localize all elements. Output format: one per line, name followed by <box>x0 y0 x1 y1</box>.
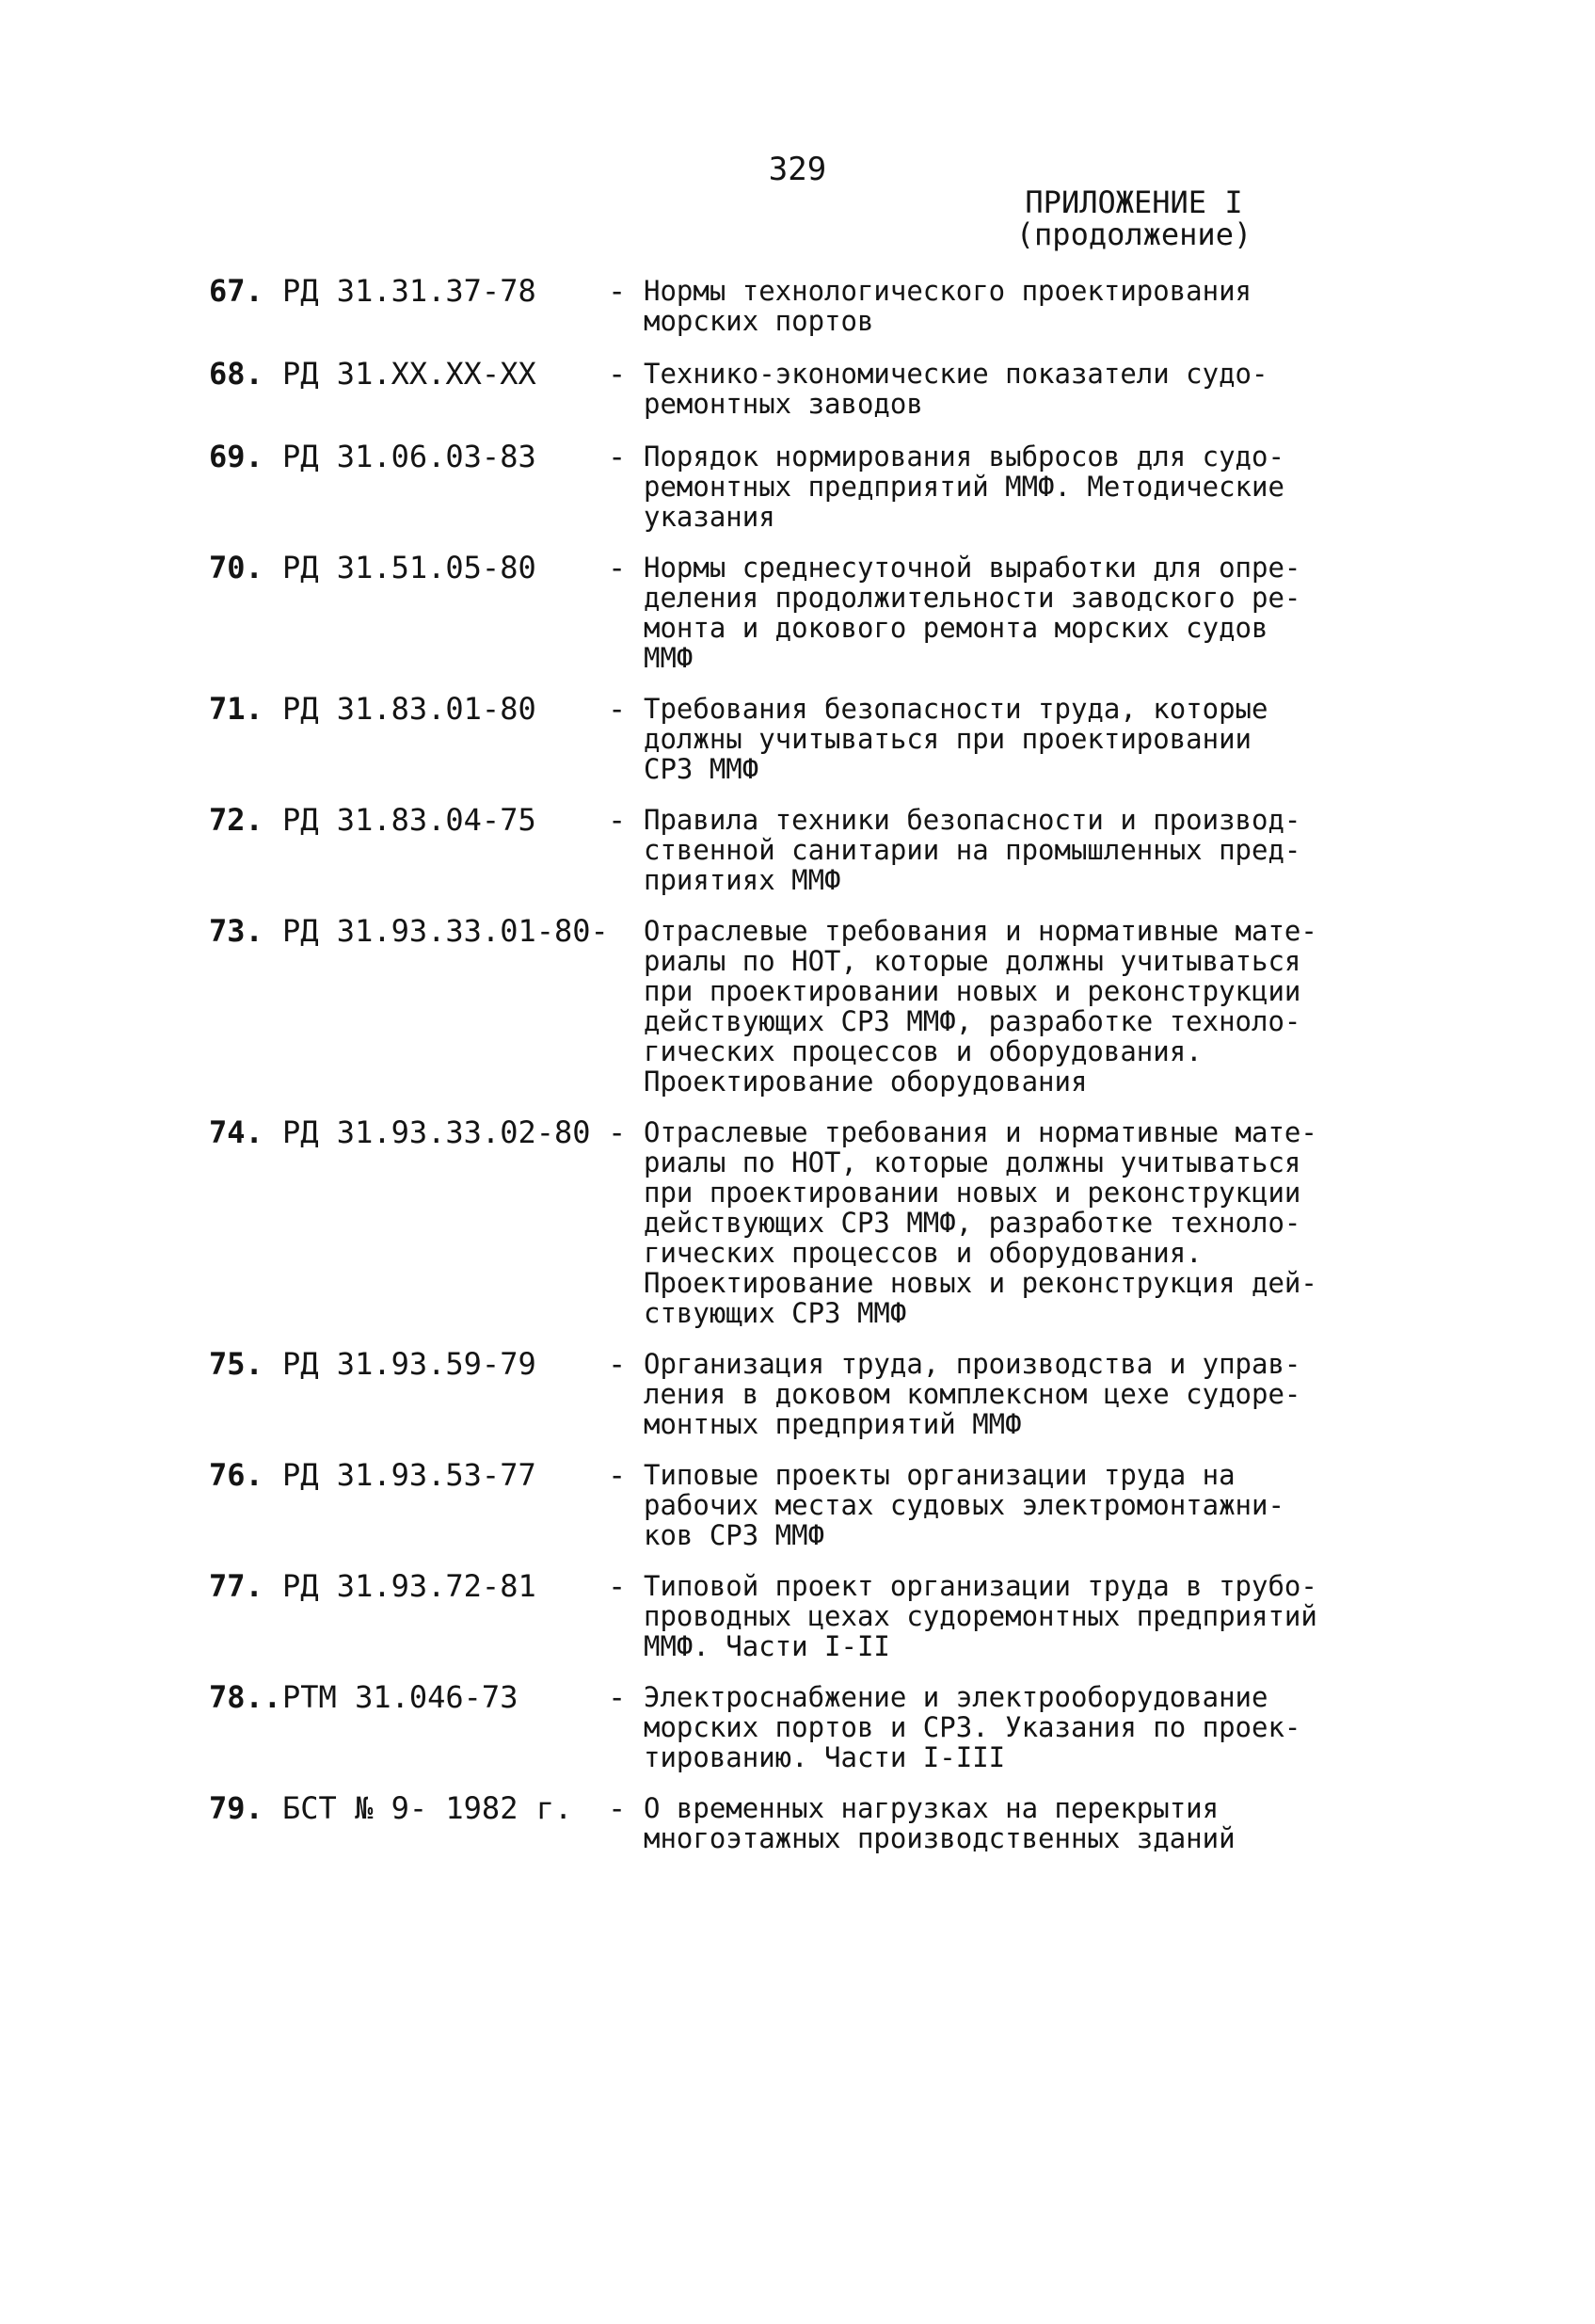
entry-description-line: тированию. Части I-III <box>644 1741 1006 1773</box>
entry-dash: - <box>608 1790 627 1826</box>
list-item <box>209 1346 1432 1440</box>
entry-description-line: ремонтных заводов <box>644 388 923 420</box>
appendix-title: ПРИЛОЖЕНИЕ I <box>1025 184 1243 220</box>
entry-document-code: РД 31.XX.XX-XX <box>282 356 536 392</box>
entry-list <box>209 273 1432 1876</box>
entry-description-line: действующих СРЗ ММФ, разработке техноло- <box>644 1207 1301 1239</box>
entry-dash: - <box>608 273 627 309</box>
entry-dash: - <box>608 802 627 838</box>
entry-description <box>644 1571 1406 1661</box>
entry-document-code: БСТ № 9- 1982 г. <box>282 1790 573 1826</box>
appendix-subtitle: (продолжение) <box>1015 216 1252 252</box>
entry-dash: - <box>608 439 627 474</box>
entry-document-code: РТМ 31.046-73 <box>282 1679 518 1715</box>
entry-number: 73. <box>209 913 263 949</box>
list-item <box>209 1457 1432 1551</box>
list-item <box>209 1114 1432 1329</box>
entry-document-code: РД 31.93.53-77 <box>282 1457 536 1493</box>
entry-description-line: Организация труда, производства и управ- <box>644 1348 1301 1380</box>
entry-description-line: ремонтных предприятий ММФ. Методические <box>644 471 1284 503</box>
entry-description-line: Нормы технологического проектирования <box>644 275 1252 307</box>
entry-document-code: РД 31.93.33.01-80- <box>282 913 609 949</box>
entry-description-line: при проектировании новых и реконструкции <box>644 1177 1301 1209</box>
entry-description <box>644 1117 1406 1328</box>
list-item <box>209 1790 1432 1855</box>
entry-description <box>644 1793 1406 1853</box>
entry-description <box>644 359 1406 419</box>
entry-description-line: ления в доковом комплексном цехе судоре- <box>644 1378 1301 1410</box>
entry-number: 75. <box>209 1346 263 1382</box>
entry-description-line: при проектировании новых и реконструкции <box>644 975 1301 1007</box>
entry-description-line: ММФ <box>644 642 694 674</box>
entry-number: 69. <box>209 439 263 474</box>
list-item <box>209 441 1432 532</box>
entry-document-code: РД 31.83.01-80 <box>282 691 536 727</box>
entry-number: 72. <box>209 802 263 838</box>
entry-description <box>644 1349 1406 1439</box>
entry-description-line: монтных предприятий ММФ <box>644 1408 1022 1440</box>
list-item <box>209 1679 1432 1773</box>
entry-description <box>644 805 1406 895</box>
entry-description <box>644 1460 1406 1550</box>
entry-description-line: указания <box>644 501 775 533</box>
entry-description <box>644 276 1406 336</box>
entry-description-line: Проектирование оборудования <box>644 1066 1088 1098</box>
entry-document-code: РД 31.93.33.02-80 <box>282 1114 591 1150</box>
entry-dash: - <box>608 1457 627 1493</box>
entry-description-line: Технико-экономические показатели судо- <box>644 358 1268 390</box>
entry-number: 68. <box>209 356 263 392</box>
entry-document-code: РД 31.51.05-80 <box>282 550 536 585</box>
entry-number: 76. <box>209 1457 263 1493</box>
entry-document-code: РД 31.93.59-79 <box>282 1346 536 1382</box>
entry-description-line: ММФ. Части I-II <box>644 1630 890 1662</box>
entry-description-line: проводных цехах судоремонтных предприятий <box>644 1600 1317 1632</box>
entry-description-line: деления продолжительности заводского ре- <box>644 582 1301 614</box>
list-item <box>209 913 1432 1098</box>
entry-description-line: монта и докового ремонта морских судов <box>644 612 1268 644</box>
entry-dash: - <box>608 356 627 392</box>
entry-number: 77. <box>209 1568 263 1604</box>
entry-description-line: Типовой проект организации труда в трубо- <box>644 1570 1317 1602</box>
entry-description-line: многоэтажных производственных зданий <box>644 1822 1236 1854</box>
entry-description-line: действующих СРЗ ММФ, разработке техноло- <box>644 1005 1301 1037</box>
entry-description-line: Отраслевые требования и нормативные мате- <box>644 1116 1317 1148</box>
entry-document-code: РД 31.93.72-81 <box>282 1568 536 1604</box>
entry-description-line: Типовые проекты организации труда на <box>644 1459 1236 1491</box>
list-item <box>209 356 1432 421</box>
entry-document-code: РД 31.83.04-75 <box>282 802 536 838</box>
entry-description <box>644 694 1406 784</box>
entry-description-line: СРЗ ММФ <box>644 753 759 785</box>
entry-dash: - <box>608 1114 627 1150</box>
entry-description-line: гических процессов и оборудования. <box>644 1237 1203 1269</box>
entry-number: 67. <box>209 273 263 309</box>
entry-description-line: риалы по НОТ, которые должны учитываться <box>644 945 1301 977</box>
entry-number: 70. <box>209 550 263 585</box>
entry-description-line: рабочих местах судовых электромонтажни- <box>644 1489 1284 1521</box>
entry-description-line: Требования безопасности труда, которые <box>644 693 1268 725</box>
entry-dash: - <box>608 1568 627 1604</box>
entry-number: 79. <box>209 1790 263 1826</box>
entry-description <box>644 553 1406 673</box>
entry-description-line: приятиях ММФ <box>644 864 841 896</box>
entry-dash: - <box>608 1346 627 1382</box>
entry-description-line: гических процессов и оборудования. <box>644 1035 1203 1067</box>
entry-description-line: ствующих СРЗ ММФ <box>644 1297 907 1329</box>
entry-description-line: риалы по НОТ, которые должны учитываться <box>644 1146 1301 1178</box>
entry-dash: - <box>608 1679 627 1715</box>
entry-description <box>644 916 1406 1097</box>
entry-description-line: Отраслевые требования и нормативные мате- <box>644 915 1317 947</box>
entry-number: 74. <box>209 1114 263 1150</box>
entry-description-line: морских портов <box>644 305 874 337</box>
entry-description-line: Порядок нормирования выбросов для судо- <box>644 441 1284 473</box>
entry-description-line: Нормы среднесуточной выработки для опре- <box>644 552 1301 584</box>
entry-description-line: ков СРЗ ММФ <box>644 1519 825 1551</box>
entry-description <box>644 1682 1406 1772</box>
entry-number: 71. <box>209 691 263 727</box>
entry-number: 78.. <box>209 1679 282 1715</box>
entry-description <box>644 441 1406 532</box>
entry-document-code: РД 31.31.37-78 <box>282 273 536 309</box>
list-item <box>209 273 1432 338</box>
list-item <box>209 1568 1432 1662</box>
appendix-header <box>1002 186 1266 250</box>
page-number: 329 <box>768 151 827 188</box>
entry-description-line: Правила техники безопасности и производ- <box>644 804 1301 836</box>
entry-description-line: О временных нагрузках на перекрытия <box>644 1792 1220 1824</box>
entry-description-line: Электроснабжение и электрооборудование <box>644 1681 1268 1713</box>
entry-dash: - <box>608 691 627 727</box>
entry-document-code: РД 31.06.03-83 <box>282 439 536 474</box>
list-item <box>209 550 1432 674</box>
entry-description-line: морских портов и СРЗ. Указания по проек- <box>644 1711 1301 1743</box>
entry-description-line: должны учитываться при проектировании <box>644 723 1252 755</box>
list-item <box>209 691 1432 785</box>
entry-description-line: Проектирование новых и реконструкция дей- <box>644 1267 1317 1299</box>
entry-dash: - <box>608 550 627 585</box>
list-item <box>209 802 1432 896</box>
entry-description-line: ственной санитарии на промышленных пред- <box>644 834 1301 866</box>
